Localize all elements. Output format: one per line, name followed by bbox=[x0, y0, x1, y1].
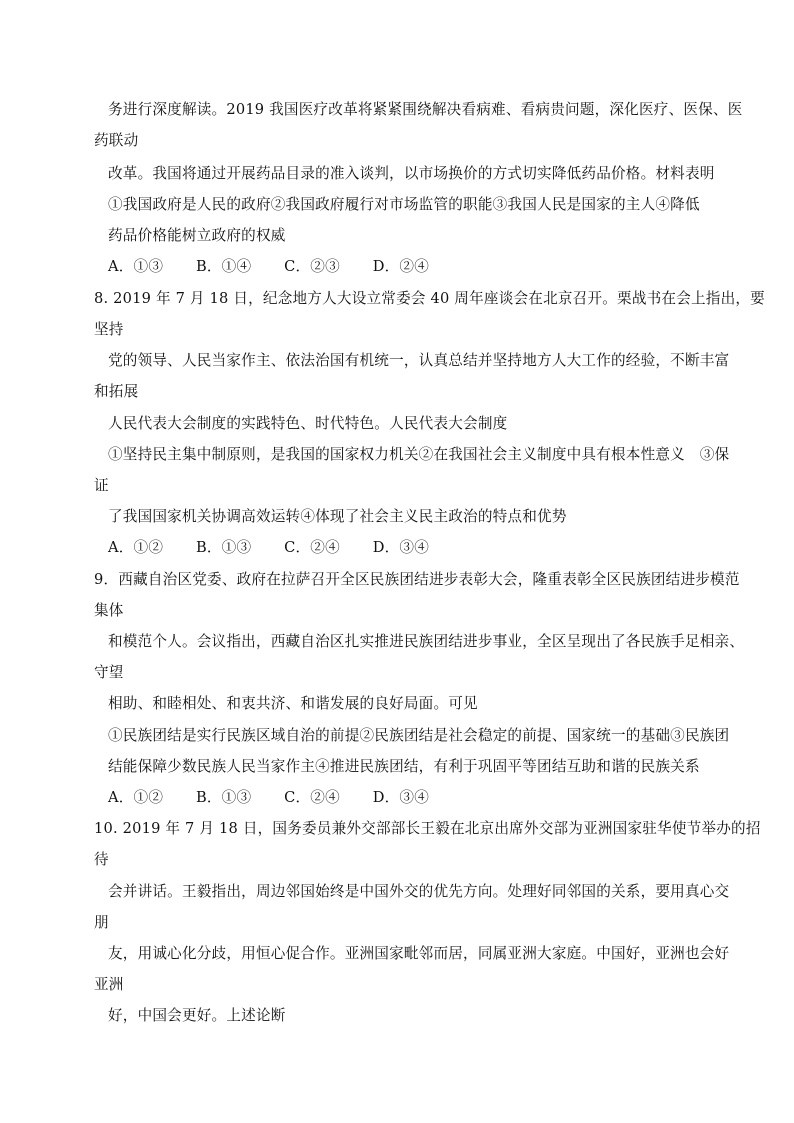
text-line: 和模范个人。会议指出，西藏自治区扎实推进民族团结进步事业，全区呈现出了各民族手足相亲、 bbox=[108, 633, 745, 650]
text-line: 务进行深度解读。2019 我国医疗改革将紧紧围绕解决看病难、看病贵问题，深化医疗、医保、医 bbox=[108, 101, 743, 118]
option-a: A．①② bbox=[108, 539, 164, 556]
text-line: 待 bbox=[94, 851, 109, 868]
option-a: A．①② bbox=[108, 789, 164, 806]
text-line: ①坚持民主集中制原则，是我国的国家权力机关②在我国社会主义制度中具有根本性意义 ③保 bbox=[108, 446, 730, 463]
option-c: C．②③ bbox=[284, 258, 340, 275]
text-line: ①我国政府是人民的政府②我国政府履行对市场监管的职能③我国人民是国家的主人④降低 bbox=[108, 196, 700, 213]
text-line: 坚持 bbox=[94, 321, 124, 338]
question-10-line: 10. 2019 年 7 月 18 日，国务委员兼外交部部长王毅在北京出席外交部为亚洲国家驻华使节举办的招 bbox=[94, 820, 761, 837]
text-line: ①民族团结是实行民族区域自治的前提②民族团结是社会稳定的前提、国家统一的基础③民族团 bbox=[108, 727, 730, 744]
text-line: 证 bbox=[94, 477, 109, 494]
option-b: B．①③ bbox=[195, 539, 252, 556]
text-line: 改革。我国将通过开展药品目录的准入谈判，以市场换价的方式切实降低药品价格。材料表明 bbox=[108, 165, 715, 182]
option-c: C．②④ bbox=[284, 789, 340, 806]
option-d: D．③④ bbox=[372, 539, 430, 556]
text-line: 集体 bbox=[94, 602, 124, 619]
answer-options bbox=[108, 538, 457, 558]
answer-options bbox=[108, 788, 457, 808]
option-d: D．②④ bbox=[372, 258, 430, 275]
text-line: 人民代表大会制度的实践特色、时代特色。人民代表大会制度 bbox=[108, 415, 508, 432]
option-c: C．②④ bbox=[284, 539, 340, 556]
text-line: 会并讲话。王毅指出，周边邻国始终是中国外交的优先方向。处理好同邻国的关系，要用真心交 bbox=[108, 883, 730, 900]
text-line: 亚洲 bbox=[94, 976, 124, 993]
option-b: B．①③ bbox=[195, 789, 252, 806]
answer-options bbox=[108, 257, 457, 277]
question-9-line: 9．西藏自治区党委、政府在拉萨召开全区民族团结进步表彰大会，隆重表彰全区民族团结进步模范 bbox=[94, 571, 740, 588]
text-line: 好，中国会更好。上述论断 bbox=[108, 1007, 286, 1024]
text-line: 党的领导、人民当家作主、依法治国有机统一，认真总结并坚持地方人大工作的经验，不断丰富 bbox=[108, 352, 730, 369]
option-b: B．①④ bbox=[195, 258, 252, 275]
text-line: 守望 bbox=[94, 664, 124, 681]
text-line: 友，用诚心化分歧，用恒心促合作。亚洲国家毗邻而居，同属亚洲大家庭。中国好，亚洲也会好 bbox=[108, 945, 730, 962]
option-a: A．①③ bbox=[108, 258, 164, 275]
question-8-line: 8. 2019 年 7 月 18 日，纪念地方人大设立常委会 40 周年座谈会在北京召开。栗战书在会上指出，要 bbox=[94, 290, 765, 307]
text-line: 和拓展 bbox=[94, 383, 139, 400]
text-line: 相助、和睦相处、和衷共济、和谐发展的良好局面。可见 bbox=[108, 695, 478, 712]
text-line: 药品价格能树立政府的权威 bbox=[108, 227, 286, 244]
text-line: 了我国国家机关协调高效运转④体现了社会主义民主政治的特点和优势 bbox=[108, 508, 567, 525]
text-line: 药联动 bbox=[94, 132, 139, 149]
text-line: 朋 bbox=[94, 914, 109, 931]
option-d: D．③④ bbox=[372, 789, 430, 806]
text-line: 结能保障少数民族人民当家作主④推进民族团结，有利于巩固平等团结互助和谐的民族关系 bbox=[108, 758, 700, 775]
